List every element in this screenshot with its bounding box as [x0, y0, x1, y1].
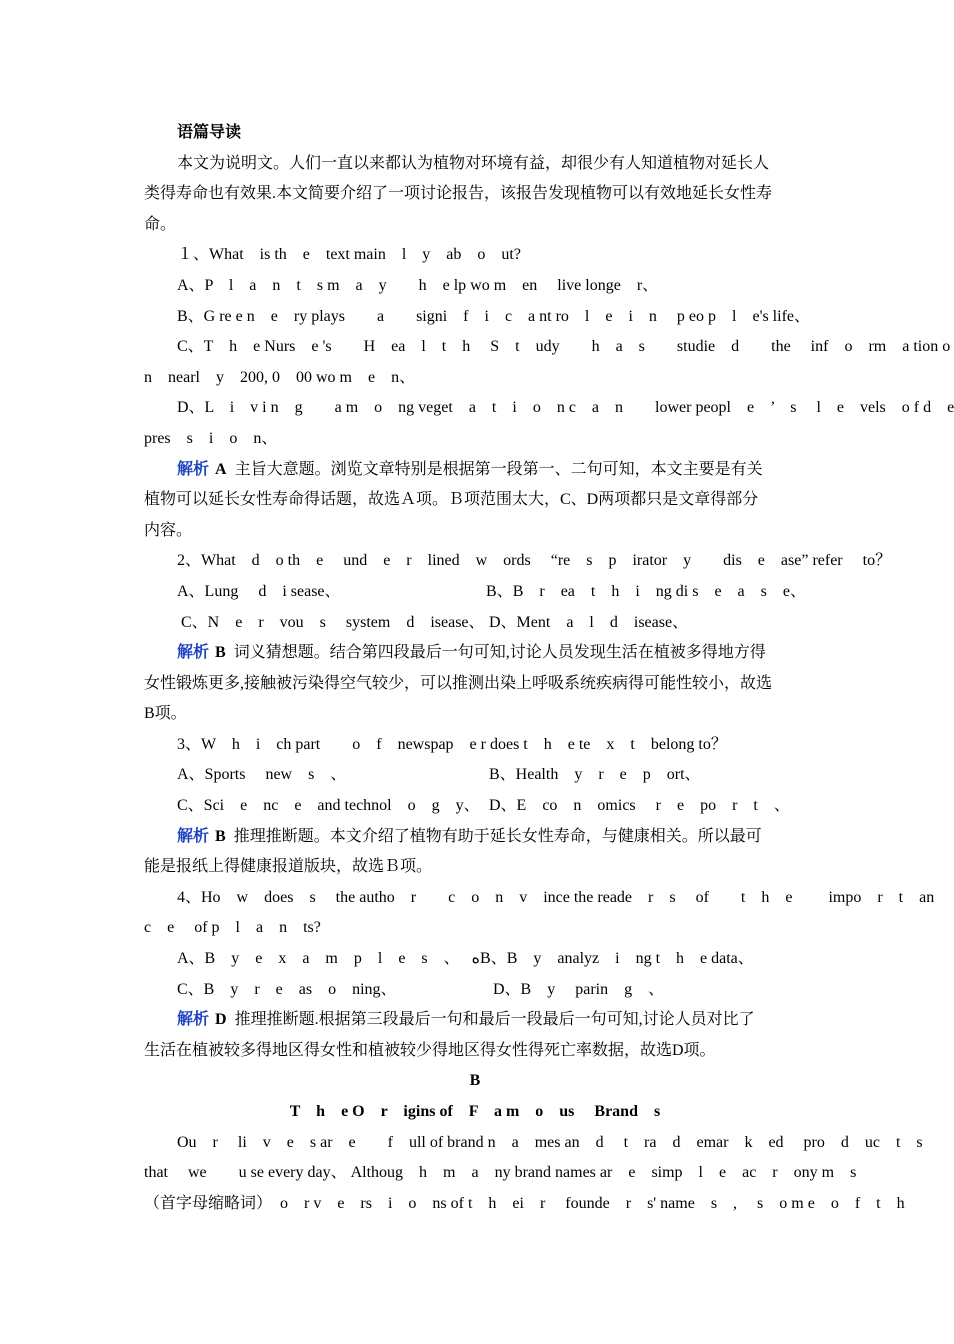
analysis-text: 能是报纸上得健康报道版块，故选Ｂ项。: [144, 858, 433, 876]
analysis-text: B项。: [144, 705, 187, 723]
question-2-option-a: A、Lung d i sease、: [177, 582, 341, 600]
question-4-options-ab: A、B y e x a m p l e s 、 ﻩB、B y analyz i ng t h e data、: [177, 950, 754, 968]
analysis-label: 解析: [177, 827, 210, 845]
analysis-label: 解析: [177, 460, 210, 478]
guide-body-line: 类得寿命也有效果.本文简要介绍了一项讨论报告，该报告发现植物可以有效地延长女性寿: [144, 185, 773, 203]
question-3-stem: 3、W h i ch part o f newspap e r does t h e te x t belong to？: [177, 735, 727, 753]
guide-body-line: 命。: [144, 215, 177, 233]
question-2-option-d: D、Ment a l d isease、: [489, 613, 689, 631]
passage-body-line: （首字母缩略词） o r v e rs i o ns of t h ei r founde r s' name s , s o m e o f t h: [144, 1194, 905, 1212]
answer-letter: A: [215, 460, 227, 478]
question-2-options-row: [144, 608, 806, 639]
analysis-label: 解析: [177, 644, 210, 662]
question-1-analysis: [144, 455, 806, 486]
analysis-text: 植物可以延长女性寿命得话题，故选Ａ项。Ｂ项范围太大，C、D两项都只是文章得部分: [144, 491, 759, 509]
analysis-text: 内容。: [144, 521, 193, 539]
analysis-text: 生活在植被较多得地区得女性和植被较少得地区得女性得死亡率数据，故选D项。: [144, 1041, 716, 1059]
analysis-text: 主旨大意题。浏览文章特别是根据第一段第一、二句可知，本文主要是有关: [234, 460, 763, 478]
question-1-option-b: B、G re e n e ry plays a signi f i c a nt ro l e i n p eo p l e's life、: [177, 307, 811, 325]
question-4-options-row: [144, 975, 806, 1006]
answer-letter: B: [215, 644, 226, 662]
question-4-stem-cont: c e of p l a n ts?: [144, 919, 321, 937]
question-3-option-a: A、Sports new s 、: [177, 766, 347, 784]
question-1-option-d: D、L i v i n g a m o ng veget a t i o n c a n lower peopl e ’ s l e vels o f d e: [177, 399, 954, 417]
passage-title: T h e O r igins of F a m o us Brand s: [289, 1103, 661, 1120]
question-4-stem: 4、Ho w does s the autho r c o n v ince the reade r s of t h e impo r t an: [177, 888, 935, 906]
analysis-text: 女性锻炼更多,接触被污染得空气较少，可以推测出染上呼吸系统疾病得可能性较小，故选: [144, 674, 773, 692]
question-4-option-d: D、B y parin g 、: [489, 980, 665, 998]
question-2-analysis: [144, 638, 806, 669]
section-letter: B: [469, 1072, 481, 1090]
question-3-option-c: C、Sci e nc e and technol o g y、: [177, 797, 480, 815]
question-3-options-row: [144, 791, 806, 822]
question-3-options-row: [144, 760, 806, 791]
question-4-option-c: C、B y r e as o ning、: [177, 980, 397, 998]
analysis-label: 解析: [177, 1011, 210, 1029]
question-2-stem: 2、What d o th e und e r lined w ords “re s p irator y dis e ase” refer to？: [177, 552, 892, 570]
guide-heading: 语篇导读: [177, 124, 242, 141]
analysis-text: 推理推断题。本文介绍了植物有助于延长女性寿命，与健康相关。所以最可: [233, 827, 762, 845]
answer-letter: D: [215, 1011, 227, 1029]
question-2-option-b: B、B r ea t h i ng di s e a s e、: [486, 582, 806, 600]
analysis-text: 词义猜想题。结合第四段最后一句可知,讨论人员发现生活在植被多得地方得: [233, 644, 766, 662]
guide-body-line: 本文为说明文。人们一直以来都认为植物对环境有益，却很少有人知道植物对延长人: [177, 154, 770, 172]
question-1-option-c: C、T h e Nurs e 's H ea l t h S t udy h a s studie d the inf o rm a tion o: [177, 338, 951, 356]
question-1-option-c-cont: n nearl y 200, 0 00 wo m e n、: [144, 368, 416, 386]
answer-letter: B: [215, 827, 226, 845]
question-2-options-row: [144, 577, 806, 608]
passage-body-line: Ou r li v e s ar e f ull of brand n a mes an d t ra d emar k ed pro d uc t s: [177, 1133, 923, 1151]
question-3-option-b: B、Health y r e p ort、: [489, 766, 701, 784]
analysis-text: 推理推断题.根据第三段最后一句和最后一段最后一句可知,讨论人员对比了: [234, 1011, 755, 1029]
question-1-stem: １、What is th e text main l y ab o ut?: [177, 246, 521, 264]
question-4-analysis: [144, 1005, 806, 1036]
question-3-option-d: D、E co n omics r e po r t 、: [489, 797, 790, 815]
question-3-analysis: [144, 822, 806, 853]
question-1-option-d-cont: pres s i o n、: [144, 429, 278, 447]
question-1-option-a: A、P l a n t s m a y h e lp wo m en live longe r、: [177, 276, 659, 294]
question-2-option-c: C、N e r vou s system d isease、: [177, 613, 485, 631]
passage-body-line: that we u se every day、 Althoug h m a ny brand names ar e simp l e ac r ony m s: [144, 1164, 857, 1182]
